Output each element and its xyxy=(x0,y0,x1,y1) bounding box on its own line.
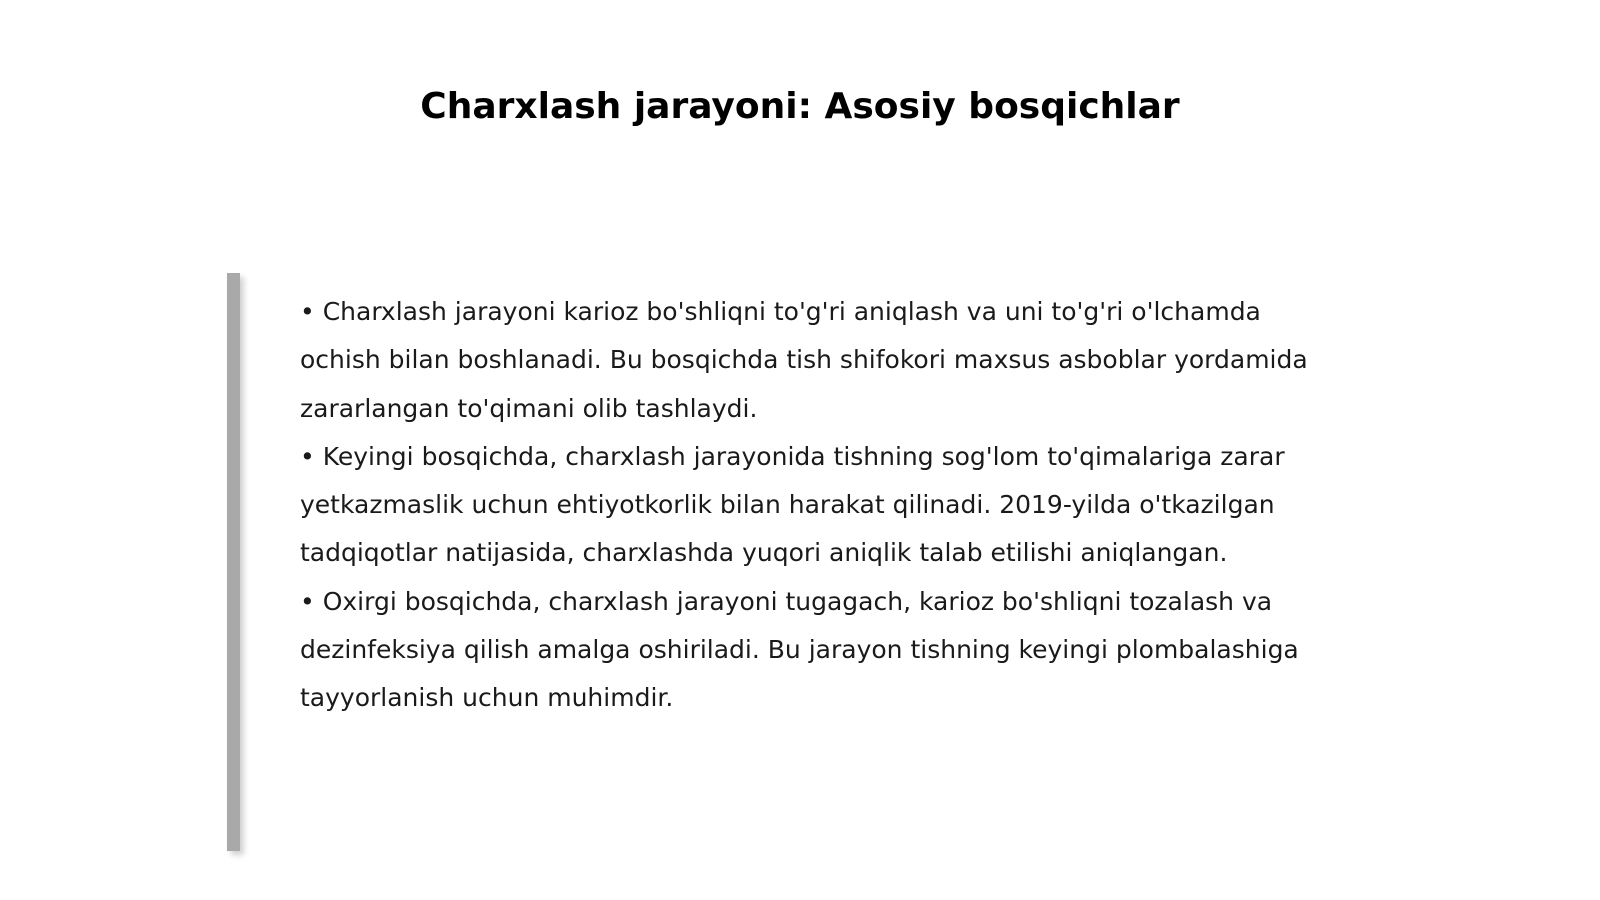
bullet-item: • Charxlash jarayoni karioz bo'shliqni to'g'ri aniqlash va uni to'g'ri o'lchamda ochish bilan boshlanadi. Bu bosqichda tish shifokori maxsus asboblar yordamida zararlangan to'qimani olib tashlaydi. xyxy=(300,297,1308,423)
accent-bar xyxy=(227,273,240,851)
bullet-item: • Keyingi bosqichda, charxlash jarayonida tishning sog'lom to'qimalariga zarar yetkazmaslik uchun ehtiyotkorlik bilan harakat qilinadi. 2019-yilda o'tkazilgan tadqiqotlar natijasida, charxlashda yuqori aniqlik talab etilishi aniqlangan. xyxy=(300,441,1285,568)
bullet-item: • Oxirgi bosqichda, charxlash jarayoni tugagach, karioz bo'shliqni tozalash va dezinfeksiya qilish amalga oshiriladi. Bu jarayon tishning keyingi plombalashiga tayyorlanish uchun muhimdir. xyxy=(300,586,1299,713)
slide-title: Charxlash jarayoni: Asosiy bosqichlar xyxy=(420,86,1180,128)
bullet-list xyxy=(300,288,1340,723)
content-block xyxy=(227,273,1347,851)
